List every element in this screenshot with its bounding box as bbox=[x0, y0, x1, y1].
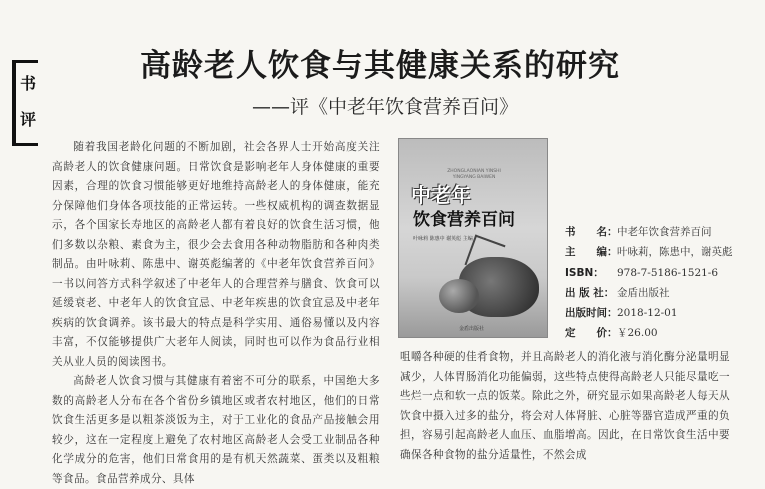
book-info-value: 中老年饮食营养百问 bbox=[617, 226, 712, 238]
book-info-value: 2018-12-01 bbox=[617, 307, 678, 320]
book-info-key: 出版时间： bbox=[565, 307, 618, 320]
body-paragraph: 随着我国老龄化问题的不断加剧，社会各界人士开始高度关注高龄老人的饮食健康问题。日常饮食是影响老年人身体健康的重要因素，合理的饮食习惯能够更好地维持高龄老人的身体健康，能充分保障他们身体各项技能的正常运转。一些权威机构的调查数据显示，各个国家长寿地区的高龄老人都有着良好的饮食生活习惯，他们多数以杂粮、素食为主，很少会去食用各种动物脂肪和各种肉类制品。由叶咏莉、陈患中、谢英彪编著的《中老年饮食营养百问》一书以问答方式科学叙述了中老年人的合理营养与膳食、饮食可以延缓衰老、中老年人的饮食宜忌、中老年疾患的饮食宜忌及中老年疾病的饮食调养。该书最大的特点是科学实用、通俗易懂以及内容丰富，不仅能够提供广大老年人阅读，同时也可以作为食品行业相关从业人员的阅读图书。 bbox=[52, 141, 380, 368]
body-paragraph: 咀嚼各种硬的佳肴食物，并且高龄老人的消化液与消化酶分泌量明显减少，人体胃肠消化功能偏弱，这些特点使得高龄老人只能尽量吃一些烂一点和软一点的饭菜。除此之外，研究显示如果高龄老人每天从饮食中摄入过多的盐分，将会对人体肾脏、心脏等器官造成严重的负担，容易引起高龄老人血压、血脂增高。因此，在日常饮食生活中要确保各种食物的盐分适量性，不然会成 bbox=[400, 351, 730, 461]
book-info-value: 978-7-5186-1521-6 bbox=[617, 266, 719, 279]
body-column-right bbox=[400, 348, 730, 465]
article-title: 高龄老人饮食与其健康关系的研究 bbox=[140, 48, 620, 84]
cover-authors: 叶咏莉 陈惠中 谢英彪 主编 bbox=[413, 236, 473, 242]
section-tag-char: 书 bbox=[20, 74, 37, 93]
body-column-left bbox=[52, 138, 380, 489]
book-info-value: 金盾出版社 bbox=[617, 286, 670, 299]
book-info-value: ￥26.00 bbox=[617, 327, 658, 340]
section-tag-book-review bbox=[12, 60, 38, 146]
book-info-key: 出 版 社： bbox=[565, 286, 615, 299]
article-subtitle: ——评《中老年饮食营养百问》 bbox=[252, 96, 519, 118]
book-info-row bbox=[565, 222, 765, 242]
cover-fruit-illustration bbox=[439, 279, 479, 313]
book-cover-image bbox=[398, 138, 548, 338]
book-info-value: 叶咏莉，陈患中，谢英彪 bbox=[617, 246, 733, 259]
book-info-row bbox=[565, 283, 765, 303]
book-info-row bbox=[565, 242, 765, 262]
book-info-row bbox=[565, 263, 765, 283]
book-info-key: 定 价： bbox=[565, 327, 618, 340]
book-info-row bbox=[565, 323, 765, 343]
cover-publisher: 金盾出版社 bbox=[459, 326, 485, 332]
cover-sub-title: 饮食营养百问 bbox=[413, 210, 515, 230]
book-info-key: 书 名： bbox=[565, 226, 618, 238]
cover-big-title: 中老年 bbox=[411, 183, 471, 207]
book-info-key: ISBN： bbox=[565, 266, 604, 279]
book-info-key: 主 编： bbox=[565, 246, 618, 259]
section-tag-char: 评 bbox=[20, 110, 37, 129]
body-paragraph: 高龄老人饮食习惯与其健康有着密不可分的联系，中国绝大多数的高龄老人分布在各个省份乡镇地区或者农村地区，他们的日常饮食生活更多是以粗茶淡饭为主，对于工业化的食品产品接触会用较少，这在一定程度上避免了农村地区高龄老人会受工业制品各种化学成分的危害，他们日常食用的是有机天然蔬菜、蛋类以及粗粮等食品。食品营养成分、具体 bbox=[52, 375, 380, 485]
cover-pinyin: ZHONGLAONIAN YINSHI YINGYANG BAIWEN bbox=[447, 169, 501, 180]
book-info-list bbox=[565, 222, 765, 344]
book-info-row bbox=[565, 303, 765, 323]
